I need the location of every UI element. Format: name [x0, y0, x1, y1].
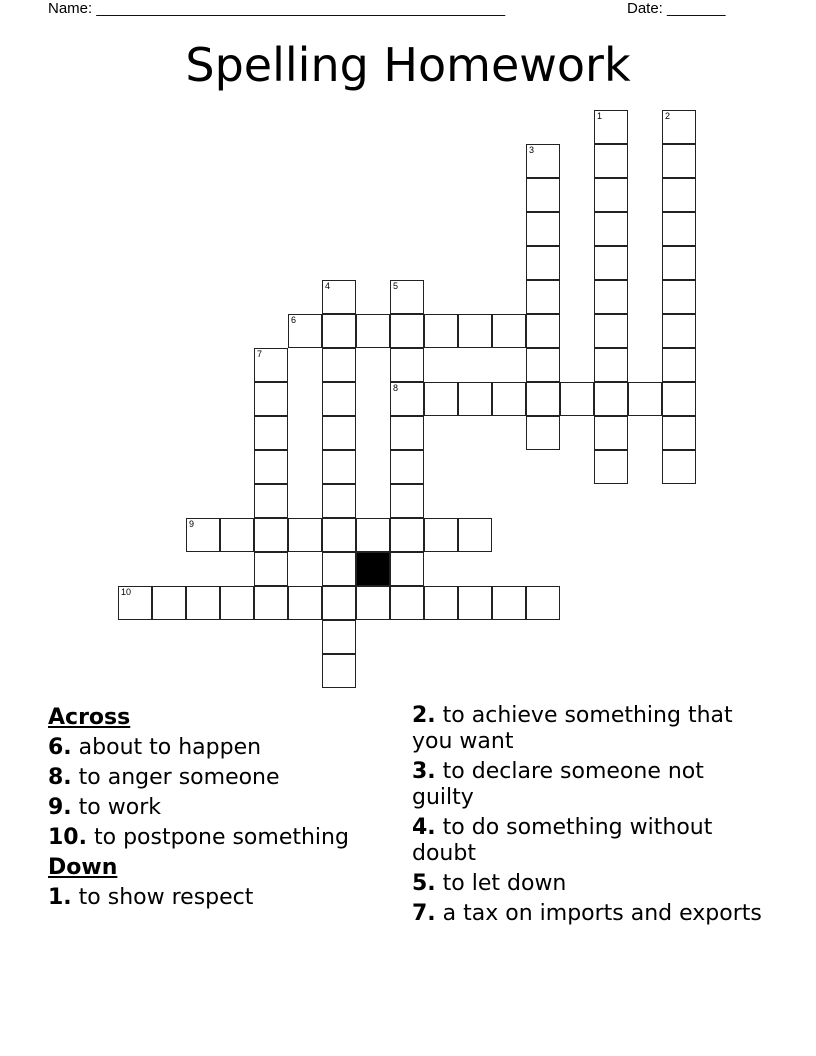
- crossword-cell[interactable]: [662, 280, 696, 314]
- cell-number: 4: [325, 281, 331, 291]
- crossword-cell[interactable]: [458, 314, 492, 348]
- cell-number: 3: [529, 145, 535, 155]
- crossword-cell[interactable]: [594, 144, 628, 178]
- crossword-cell[interactable]: [322, 552, 356, 586]
- crossword-cell[interactable]: [390, 484, 424, 518]
- clue-text: to do something without doubt: [412, 815, 713, 866]
- crossword-cell[interactable]: [662, 314, 696, 348]
- crossword-cell[interactable]: [594, 450, 628, 484]
- clue-text: to postpone something: [93, 825, 349, 850]
- crossword-cell[interactable]: [526, 144, 560, 178]
- cell-number: 8: [393, 383, 399, 393]
- crossword-cell[interactable]: [594, 178, 628, 212]
- cell-number: 1: [597, 111, 603, 121]
- crossword-cell[interactable]: [458, 586, 492, 620]
- clue-number: 7.: [412, 901, 436, 926]
- crossword-cell[interactable]: [322, 518, 356, 552]
- crossword-cell[interactable]: [322, 620, 356, 654]
- crossword-cell[interactable]: [662, 450, 696, 484]
- crossword-cell[interactable]: [254, 450, 288, 484]
- crossword-cell[interactable]: [526, 314, 560, 348]
- crossword-cell[interactable]: [526, 178, 560, 212]
- crossword-cell[interactable]: [492, 314, 526, 348]
- crossword-cell[interactable]: [390, 518, 424, 552]
- clue-down-4: [412, 815, 772, 867]
- clue-number: 5.: [412, 871, 436, 896]
- crossword-cell[interactable]: [186, 518, 220, 552]
- across-heading: Across: [48, 705, 131, 730]
- crossword-cell[interactable]: [662, 144, 696, 178]
- clue-across-8: [48, 763, 398, 793]
- crossword-cell[interactable]: [390, 382, 424, 416]
- clue-down-7: [412, 901, 772, 927]
- crossword-cell[interactable]: [322, 654, 356, 688]
- crossword-cell[interactable]: [356, 586, 390, 620]
- clue-number: 9.: [48, 795, 72, 820]
- crossword-cell[interactable]: [458, 518, 492, 552]
- crossword-cell[interactable]: [492, 382, 526, 416]
- crossword-cell[interactable]: [594, 314, 628, 348]
- clue-text: to achieve something that you want: [412, 703, 733, 754]
- clue-text: about to happen: [78, 735, 262, 760]
- crossword-cell[interactable]: [322, 416, 356, 450]
- clue-number: 1.: [48, 885, 72, 910]
- clue-down-2: [412, 703, 772, 755]
- date-field[interactable]: Date: _______: [627, 0, 726, 17]
- clue-number: 2.: [412, 703, 436, 728]
- clue-down-5: [412, 871, 772, 897]
- crossword-cell[interactable]: [628, 382, 662, 416]
- crossword-cell[interactable]: [526, 382, 560, 416]
- crossword-cell[interactable]: [220, 518, 254, 552]
- crossword-cell[interactable]: [662, 382, 696, 416]
- clue-down-3: [412, 759, 772, 811]
- crossword-cell[interactable]: [424, 382, 458, 416]
- crossword-cell[interactable]: [594, 416, 628, 450]
- clues-right-column: [412, 703, 772, 931]
- clue-number: 4.: [412, 815, 436, 840]
- cell-number: 5: [393, 281, 399, 291]
- crossword-cell[interactable]: [424, 314, 458, 348]
- crossword-cell[interactable]: [458, 382, 492, 416]
- clue-number: 3.: [412, 759, 436, 784]
- clue-across-9: [48, 793, 398, 823]
- crossword-cell[interactable]: [254, 484, 288, 518]
- crossword-cell[interactable]: [390, 450, 424, 484]
- clue-number: 10.: [48, 825, 87, 850]
- crossword-cell[interactable]: [594, 382, 628, 416]
- clue-text: to show respect: [78, 885, 254, 910]
- clue-across-6: [48, 733, 398, 763]
- crossword-cell[interactable]: [356, 314, 390, 348]
- crossword-cell[interactable]: [390, 416, 424, 450]
- cell-number: 2: [665, 111, 671, 121]
- crossword-cell[interactable]: [322, 314, 356, 348]
- clue-number: 8.: [48, 765, 72, 790]
- crossword-cell[interactable]: [662, 246, 696, 280]
- clue-text: to anger someone: [78, 765, 280, 790]
- crossword-cell[interactable]: [594, 348, 628, 382]
- clue-down-1: [48, 883, 398, 913]
- crossword-cell[interactable]: [322, 586, 356, 620]
- cell-number: 9: [189, 519, 195, 529]
- crossword-cell[interactable]: [118, 586, 152, 620]
- crossword-cell[interactable]: [526, 416, 560, 450]
- crossword-cell[interactable]: [424, 518, 458, 552]
- crossword-cell[interactable]: [322, 450, 356, 484]
- clue-text: to work: [78, 795, 161, 820]
- name-field[interactable]: Name: _________________________________________________: [48, 0, 506, 17]
- down-heading: Down: [48, 855, 118, 880]
- crossword-cell[interactable]: [288, 586, 322, 620]
- crossword-cell[interactable]: [254, 382, 288, 416]
- crossword-cell[interactable]: [526, 212, 560, 246]
- crossword-cell[interactable]: [254, 348, 288, 382]
- crossword-cell[interactable]: [424, 586, 458, 620]
- clue-number: 6.: [48, 735, 72, 760]
- crossword-cell[interactable]: [322, 280, 356, 314]
- crossword-cell[interactable]: [390, 314, 424, 348]
- crossword-block-cell: [356, 552, 390, 586]
- crossword-cell[interactable]: [322, 484, 356, 518]
- crossword-cell[interactable]: [152, 586, 186, 620]
- crossword-cell[interactable]: [662, 212, 696, 246]
- crossword-cell[interactable]: [526, 280, 560, 314]
- crossword-cell[interactable]: [526, 586, 560, 620]
- cell-number: 6: [291, 315, 297, 325]
- crossword-cell[interactable]: [594, 110, 628, 144]
- crossword-cell[interactable]: [322, 382, 356, 416]
- crossword-cell[interactable]: [390, 586, 424, 620]
- crossword-cell[interactable]: [594, 246, 628, 280]
- crossword-cell[interactable]: [254, 416, 288, 450]
- clue-text: to let down: [442, 871, 567, 896]
- crossword-cell[interactable]: [662, 348, 696, 382]
- crossword-cell[interactable]: [560, 382, 594, 416]
- clues-left-column: [48, 703, 398, 913]
- crossword-cell[interactable]: [662, 416, 696, 450]
- crossword-cell[interactable]: [492, 586, 526, 620]
- crossword-cell[interactable]: [322, 348, 356, 382]
- cell-number: 7: [257, 349, 263, 359]
- crossword-cell[interactable]: [288, 314, 322, 348]
- crossword-cell[interactable]: [254, 586, 288, 620]
- cell-number: 10: [121, 587, 132, 597]
- crossword-cell[interactable]: [390, 348, 424, 382]
- crossword-cell[interactable]: [254, 518, 288, 552]
- crossword-cell[interactable]: [186, 586, 220, 620]
- crossword-cell[interactable]: [254, 552, 288, 586]
- crossword-cell[interactable]: [662, 178, 696, 212]
- crossword-cell[interactable]: [220, 586, 254, 620]
- crossword-cell[interactable]: [390, 280, 424, 314]
- clue-text: a tax on imports and exports: [442, 901, 762, 926]
- crossword-cell[interactable]: [526, 348, 560, 382]
- crossword-cell[interactable]: [594, 280, 628, 314]
- crossword-cell[interactable]: [356, 518, 390, 552]
- clue-text: to declare someone not guilty: [412, 759, 704, 810]
- crossword-cell[interactable]: [288, 518, 322, 552]
- crossword-cell[interactable]: [662, 110, 696, 144]
- crossword-cell[interactable]: [594, 212, 628, 246]
- page-title: Spelling Homework: [185, 38, 631, 92]
- crossword-cell[interactable]: [390, 552, 424, 586]
- clue-across-10: [48, 823, 398, 853]
- crossword-cell[interactable]: [526, 246, 560, 280]
